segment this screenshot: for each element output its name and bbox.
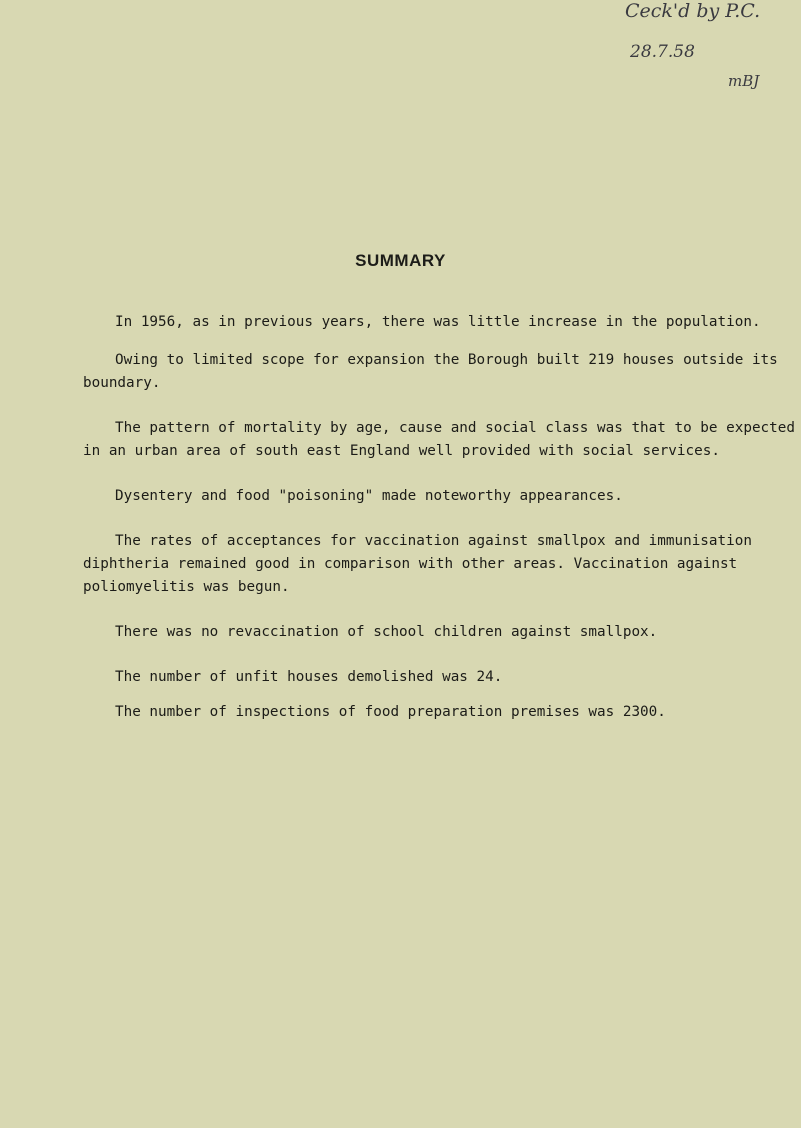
text-line: in an urban area of south east England well provided with social services. [83, 443, 720, 459]
annotation-checked: Ceck'd by P.C. [625, 0, 761, 22]
annotation-date: 28.7.58 [630, 42, 695, 62]
paragraph-inspections [83, 701, 733, 724]
page-title: SUMMARY [355, 251, 446, 270]
text-line: poliomyelitis was begun. [83, 579, 290, 595]
paragraph-unfit-houses [83, 666, 733, 689]
text-line: diphtheria remained good in comparison with other areas. Vaccination against [83, 556, 738, 572]
text-line: boundary. [83, 375, 161, 391]
paragraph-mortality [83, 417, 795, 463]
text-line: There was no revaccination of school children against smallpox. [115, 624, 658, 640]
paragraph-housing [83, 349, 778, 395]
paragraph-dysentery [83, 485, 733, 508]
annotation-initials: mBJ [728, 72, 760, 90]
text-line: The number of unfit houses demolished was 24. [115, 669, 503, 685]
paragraph-revaccination [83, 621, 733, 644]
text-line: Dysentery and food "poisoning" made noteworthy appearances. [115, 488, 623, 504]
text-line: The number of inspections of food preparation premises was 2300. [115, 704, 666, 720]
text-line: The rates of acceptances for vaccination against smallpox and immunisation [115, 533, 752, 549]
text-line: In 1956, as in previous years, there was little increase in the population. [115, 314, 761, 330]
paragraph-vaccination [83, 530, 752, 599]
text-line: Owing to limited scope for expansion the Borough built 219 houses outside its [115, 352, 778, 368]
text-line: The pattern of mortality by age, cause and social class was that to be expected [115, 420, 795, 436]
paragraph-population [83, 311, 761, 334]
